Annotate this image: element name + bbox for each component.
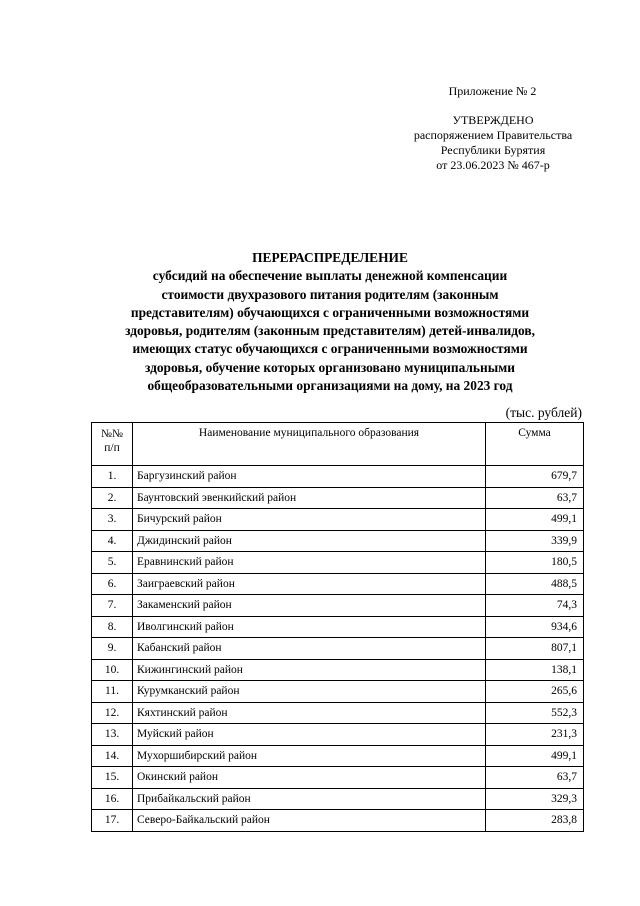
title-line: здоровья, родителям (законным представителям) детей-инвалидов, (125, 323, 535, 339)
row-number: 16. (92, 788, 133, 810)
title-line: стоимости двухразового питания родителям (законным (161, 286, 499, 302)
table-row (92, 745, 584, 767)
row-name: Северо-Байкальский район (133, 810, 486, 832)
row-name: Закаменский район (133, 595, 486, 617)
row-number: 17. (92, 810, 133, 832)
row-sum: 807,1 (486, 638, 584, 660)
table-row (92, 487, 584, 509)
row-number: 11. (92, 681, 133, 703)
units-label: (тыс. рублей) (505, 405, 582, 420)
row-name: Курумканский район (133, 681, 486, 703)
row-name: Кабанский район (133, 638, 486, 660)
row-number: 10. (92, 659, 133, 681)
table-row (92, 788, 584, 810)
row-name: Кяхтинский район (133, 702, 486, 724)
row-number: 6. (92, 573, 133, 595)
approval-stamp (396, 113, 590, 173)
row-sum: 934,6 (486, 616, 584, 638)
row-number: 2. (92, 487, 133, 509)
row-sum: 283,8 (486, 810, 584, 832)
row-sum: 488,5 (486, 573, 584, 595)
table-header-row (92, 423, 584, 466)
row-number: 8. (92, 616, 133, 638)
title-line: представителям) обучающихся с ограниченными возможностями (130, 304, 530, 320)
row-sum: 499,1 (486, 745, 584, 767)
table-row (92, 509, 584, 531)
row-name: Баунтовский эвенкийский район (133, 487, 486, 509)
table-row (92, 659, 584, 681)
row-number: 4. (92, 530, 133, 552)
row-name: Прибайкальский район (133, 788, 486, 810)
row-sum: 552,3 (486, 702, 584, 724)
distribution-table (91, 422, 584, 832)
table-row (92, 767, 584, 789)
approval-line: Республики Бурятия (440, 143, 546, 157)
row-name: Муйский район (133, 724, 486, 746)
table-row (92, 638, 584, 660)
row-sum: 180,5 (486, 552, 584, 574)
row-number: 14. (92, 745, 133, 767)
table-row (92, 702, 584, 724)
table-row (92, 466, 584, 488)
approval-line: УТВЕРЖДЕНО (452, 113, 534, 127)
row-name: Баргузинский район (133, 466, 486, 488)
column-header-sum: Сумма (486, 423, 584, 466)
row-name: Иволгинский район (133, 616, 486, 638)
title-line: имеющих статус обучающихся с ограниченными возможностями (132, 341, 528, 357)
row-number: 15. (92, 767, 133, 789)
title-line: общеобразовательными организациями на дому, на 2023 год (147, 378, 513, 394)
header-num-line1: №№ (101, 428, 123, 440)
row-number: 1. (92, 466, 133, 488)
row-sum: 138,1 (486, 659, 584, 681)
row-sum: 339,9 (486, 530, 584, 552)
title-heading: ПЕРЕРАСПРЕДЕЛЕНИЕ (252, 250, 408, 265)
row-sum: 63,7 (486, 487, 584, 509)
row-sum: 231,3 (486, 724, 584, 746)
column-header-number (92, 423, 133, 466)
row-name: Заиграевский район (133, 573, 486, 595)
table-row (92, 552, 584, 574)
column-header-name: Наименование муниципального образования (133, 423, 486, 466)
approval-line: распоряжением Правительства (413, 128, 573, 142)
row-name: Бичурский район (133, 509, 486, 531)
table-row (92, 530, 584, 552)
table-row (92, 681, 584, 703)
row-sum: 679,7 (486, 466, 584, 488)
header-num-line2: п/п (104, 442, 120, 454)
row-sum: 499,1 (486, 509, 584, 531)
row-name: Мухоршибирский район (133, 745, 486, 767)
row-number: 5. (92, 552, 133, 574)
row-sum: 63,7 (486, 767, 584, 789)
row-number: 3. (92, 509, 133, 531)
row-sum: 329,3 (486, 788, 584, 810)
row-sum: 265,6 (486, 681, 584, 703)
row-number: 7. (92, 595, 133, 617)
row-name: Окинский район (133, 767, 486, 789)
table-row (92, 724, 584, 746)
table-row (92, 573, 584, 595)
table-row (92, 595, 584, 617)
title-line: здоровья, обучение которых организовано муниципальными (144, 359, 516, 375)
approval-line: от 23.06.2023 № 467-р (436, 158, 550, 172)
row-number: 12. (92, 702, 133, 724)
appendix-number: Приложение № 2 (448, 84, 537, 98)
row-sum: 74,3 (486, 595, 584, 617)
table-row (92, 810, 584, 832)
row-number: 9. (92, 638, 133, 660)
row-name: Еравнинский район (133, 552, 486, 574)
document-title (80, 249, 580, 395)
table-row (92, 616, 584, 638)
row-name: Джидинский район (133, 530, 486, 552)
row-number: 13. (92, 724, 133, 746)
row-name: Кижингинский район (133, 659, 486, 681)
title-line: субсидий на обеспечение выплаты денежной компенсации (152, 268, 508, 284)
